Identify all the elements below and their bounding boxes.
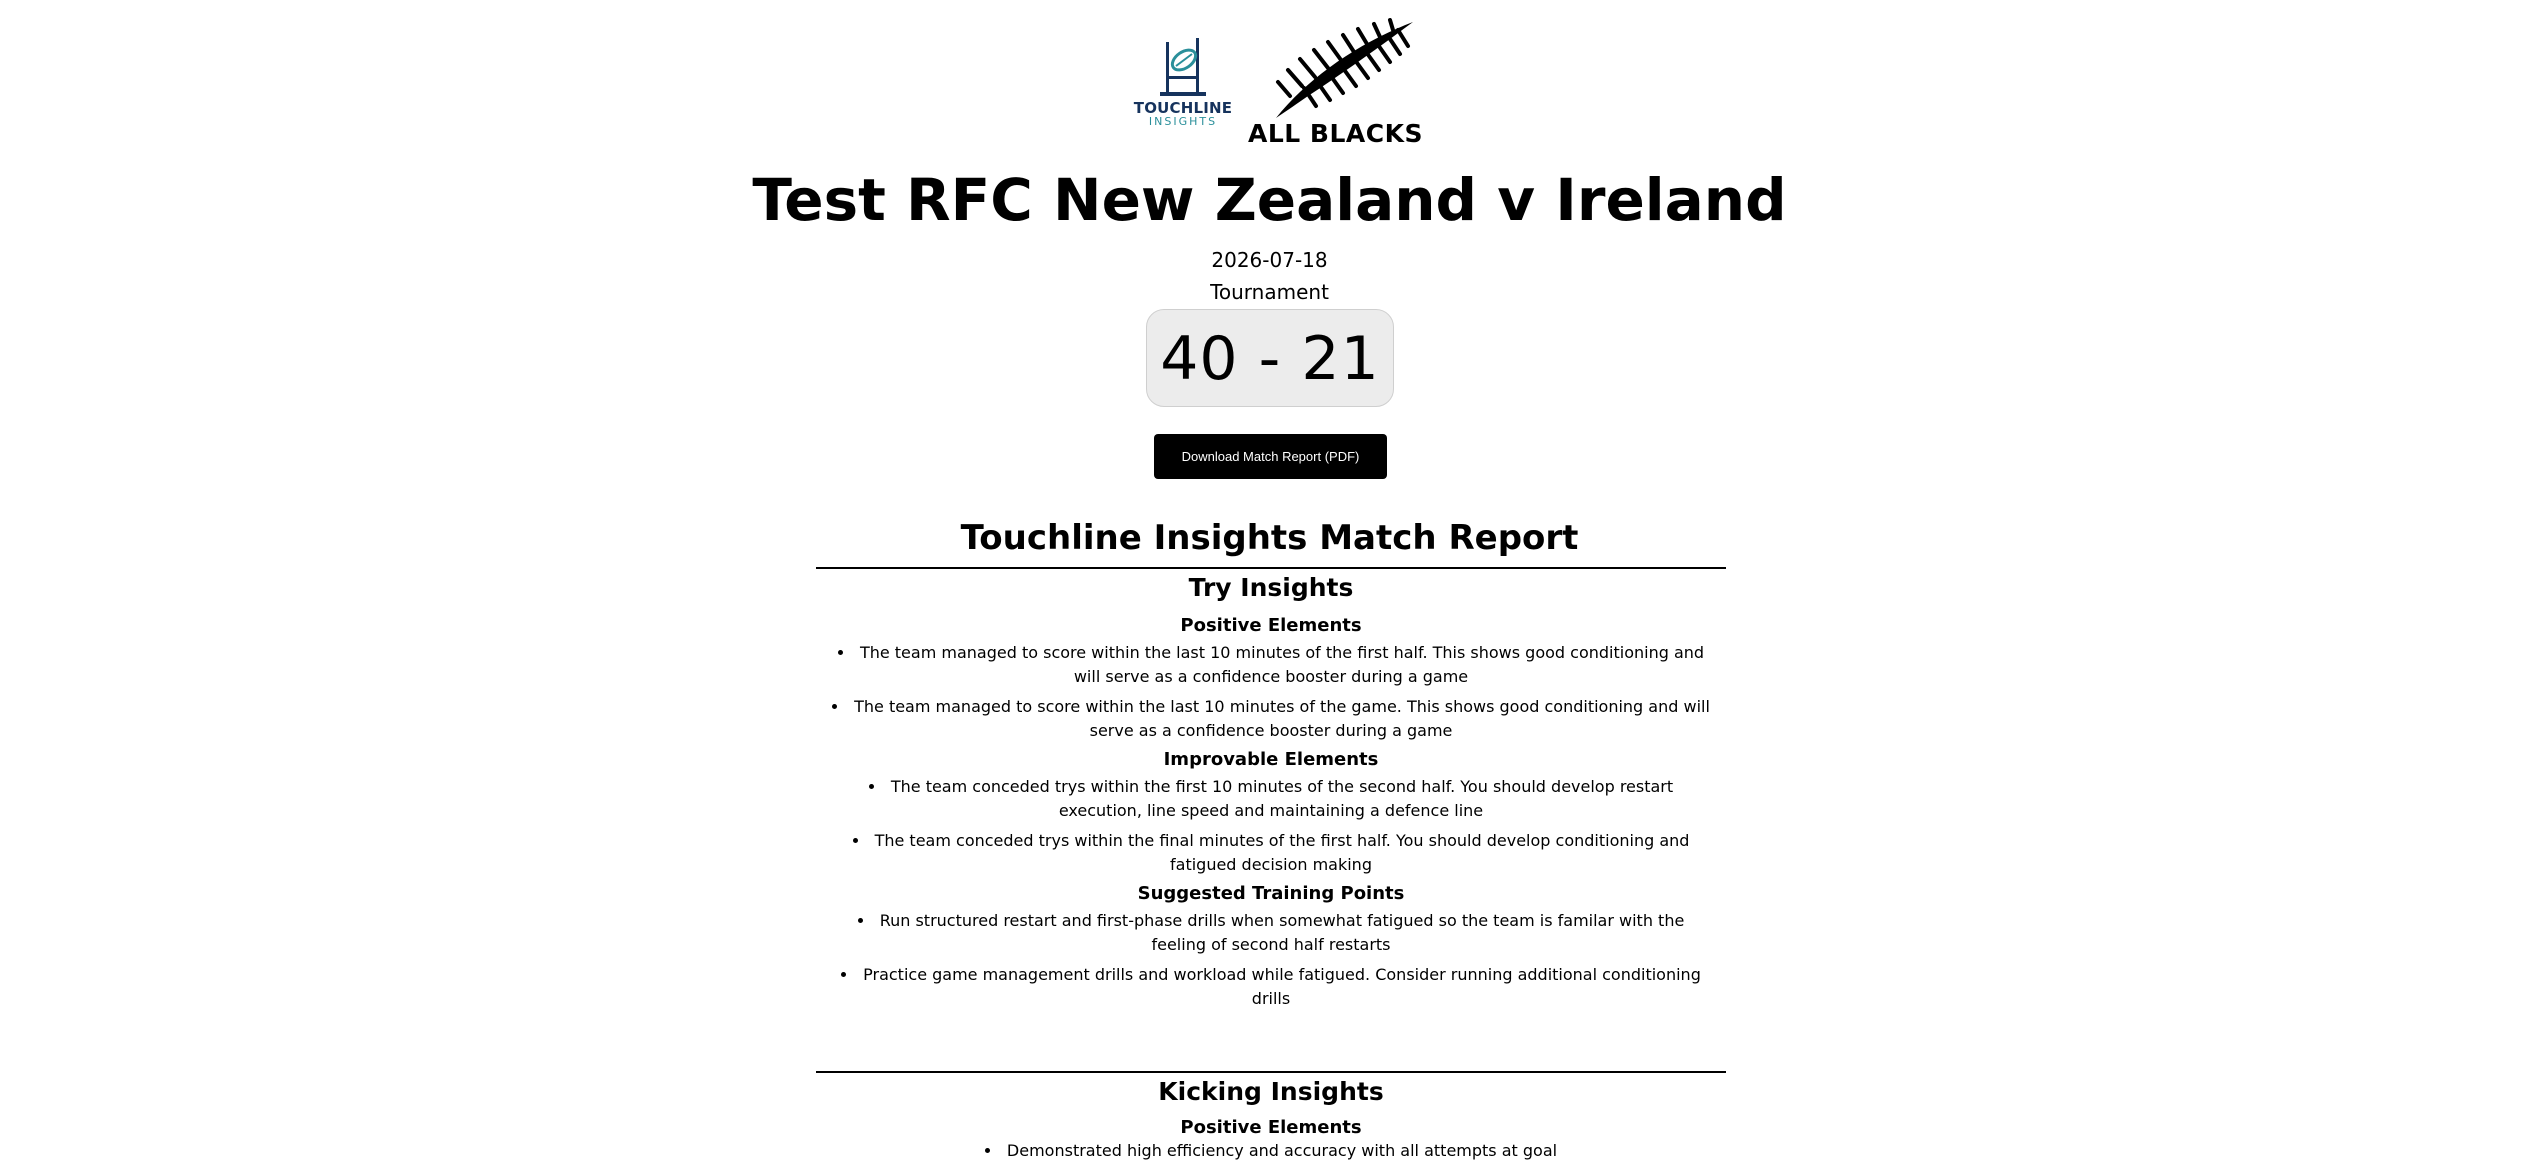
touchline-insights-logo <box>1130 36 1236 136</box>
group-heading: Suggested Training Points <box>1137 883 1405 904</box>
group-heading: Positive Elements <box>1180 615 1362 636</box>
improvable-elements-group <box>816 749 1726 877</box>
touchline-logo-line1: TOUCHLINE <box>1133 99 1233 117</box>
list-item: • Run structured restart and first-phase drills when somewhat fatigued so the team is familar with the feeling of second half restarts <box>816 909 1726 957</box>
logo-row <box>0 0 2539 150</box>
download-report-button[interactable]: Download Match Report (PDF) <box>1154 434 1387 479</box>
match-type: Tournament <box>1210 280 1329 304</box>
bullet-list <box>816 909 1726 1011</box>
list-item: • The team conceded trys within the first 10 minutes of the second half. You should develop restart execution, line speed and maintaining a defence line <box>816 775 1726 823</box>
match-date: 2026-07-18 <box>1211 248 1328 272</box>
section-title: Kicking Insights <box>1158 1077 1384 1106</box>
all-blacks-wordmark: ALL BLACKS <box>1248 119 1423 148</box>
list-item: • Practice game management drills and workload while fatigued. Consider running additional conditioning drills <box>816 963 1726 1011</box>
list-item: • Demonstrated high efficiency and accuracy with all attempts at goal <box>816 1139 1726 1163</box>
rugby-posts-ball-icon <box>1152 36 1214 98</box>
try-insights-section <box>816 567 1726 1017</box>
bullet-list <box>816 775 1726 877</box>
list-item: • The team conceded trys within the final minutes of the first half. You should develop conditioning and fatigued decision making <box>816 829 1726 877</box>
positive-elements-group <box>816 615 1726 743</box>
silver-fern-icon <box>1248 18 1423 118</box>
touchline-logo-line2: INSIGHTS <box>1148 115 1218 128</box>
bullet-list <box>816 641 1726 743</box>
list-item: • The team managed to score within the last 10 minutes of the game. This shows good conditioning and will serve as a confidence booster during a game <box>816 695 1726 743</box>
bullet-list <box>816 1139 1726 1163</box>
all-blacks-logo <box>1248 18 1423 150</box>
group-heading: Improvable Elements <box>1163 749 1379 770</box>
report-title: Touchline Insights Match Report <box>960 518 1579 558</box>
match-title: Test RFC New Zealand v Ireland <box>752 166 1787 234</box>
score-display: 40 - 21 <box>1146 309 1394 407</box>
list-item: • The team managed to score within the last 10 minutes of the first half. This shows good conditioning and will serve as a confidence booster during a game <box>816 641 1726 689</box>
training-points-group <box>816 883 1726 1011</box>
section-title: Try Insights <box>1188 573 1354 602</box>
kicking-insights-section <box>816 1071 1726 1163</box>
group-heading: Positive Elements <box>1180 1117 1362 1138</box>
